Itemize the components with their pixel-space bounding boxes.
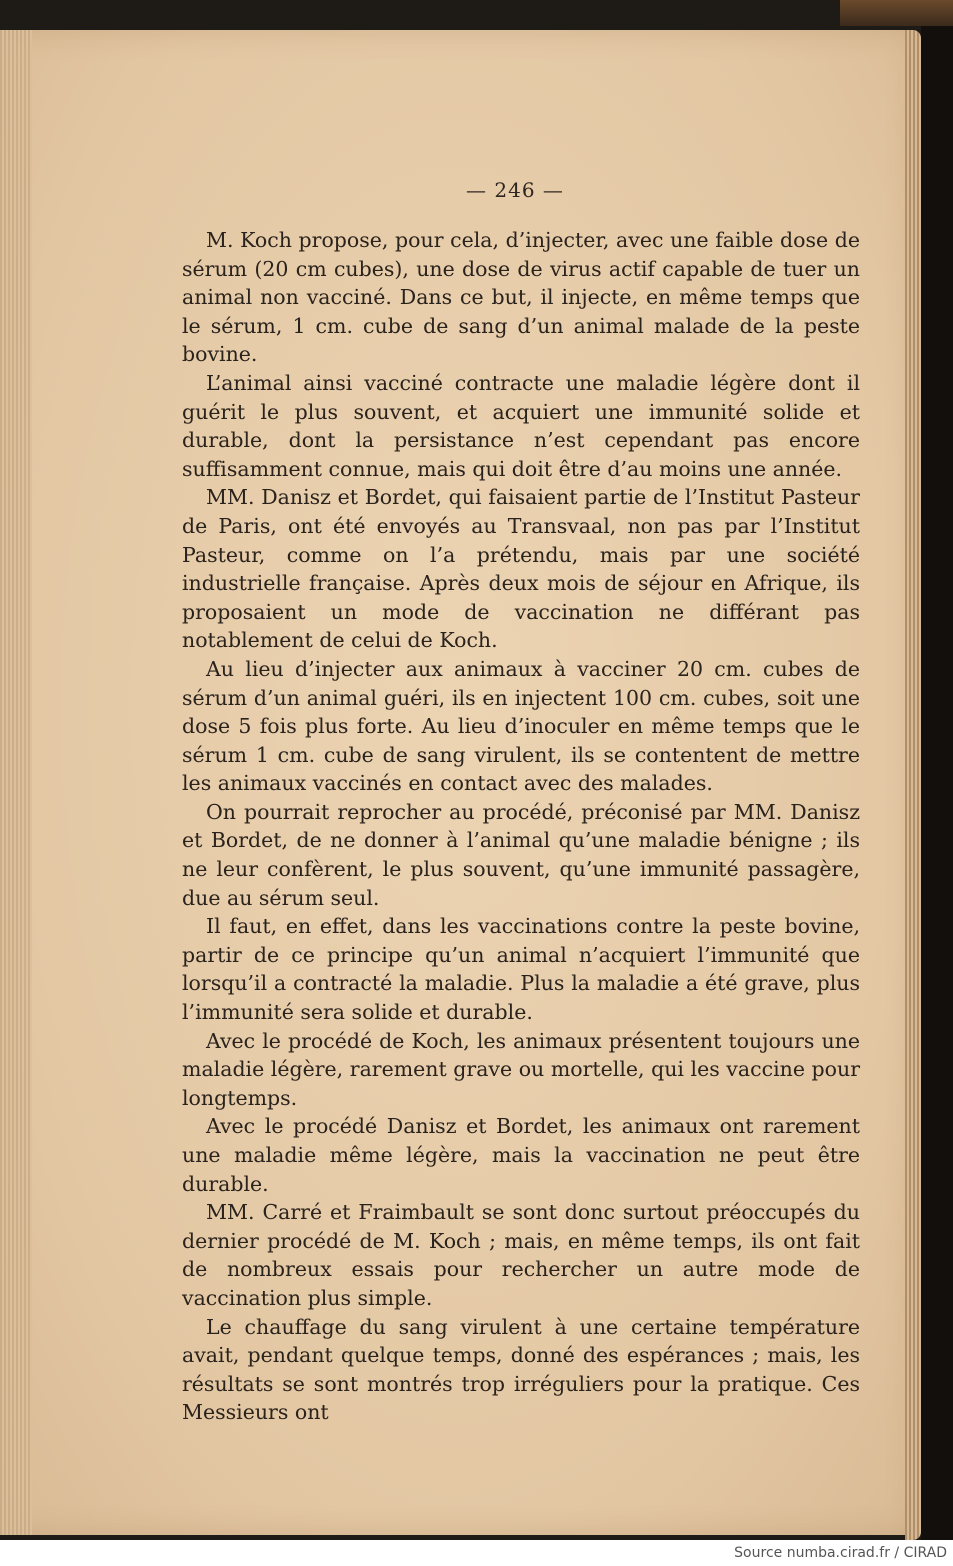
- paragraph: M. Koch propose, pour cela, d’injecter, avec une faible dose de sérum (20 cm cubes), une dose de virus actif capable de tuer un animal non vacciné. Dans ce but, il injecte, en même temps que le sérum, 1 cm. cube de sang d’un animal malade de la peste bovine.: [182, 228, 860, 367]
- paragraph: Au lieu d’injecter aux animaux à vacciner 20 cm. cubes de sérum d’un animal guéri, ils en injectent 100 cm. cubes, soit une dose 5 fois plus forte. Au lieu d’inoculer en même temps que le sérum 1 cm. cube de sang virulent, ils se contentent de mettre les animaux vaccinés en contact avec des malades.: [182, 656, 860, 796]
- paragraph: Il faut, en effet, dans les vaccinations contre la peste bovine, partir de ce principe qu’un animal n’acquiert l’immunité que lorsqu’il a contracté la maladie. Plus la maladie a été grave, plus l’immunité sera solide et durable.: [182, 914, 860, 1025]
- page-leaves-right: [905, 30, 921, 1540]
- source-credit: Source numba.cirad.fr / CIRAD: [734, 1545, 947, 1561]
- scan-margin-right: [921, 26, 953, 1540]
- book-edge: [840, 0, 953, 26]
- paragraph: Le chauffage du sang virulent à une certaine température avait, pendant quelque temps, donné des espérances ; mais, les résultats se sont montrés trop irréguliers pour la pratique. Ces Messieurs ont: [182, 1314, 860, 1425]
- paragraph: Avec le procédé Danisz et Bordet, les animaux ont rarement une maladie même légère, mais la vaccination ne peut être durable.: [182, 1114, 860, 1196]
- paragraph: MM. Danisz et Bordet, qui faisaient partie de l’Institut Pasteur de Paris, ont été envoyés au Transvaal, non pas par l’Institut Pasteur, comme on l’a prétendu, mais par une société industrielle française. Après deux mois de séjour en Afrique, ils proposaient un mode de vaccination ne différant pas notablement de celui de Koch.: [182, 485, 860, 653]
- page-leaves-left: [0, 30, 32, 1535]
- page-number: — 246 —: [466, 178, 564, 202]
- body-text: [182, 226, 860, 1427]
- paragraph: MM. Carré et Fraimbault se sont donc surtout préoccupés du dernier procédé de M. Koch ; mais, en même temps, ils ont fait de nombreux essais pour rechercher un autre mode de vaccination plus simple.: [182, 1200, 860, 1310]
- paragraph: L’animal ainsi vacciné contracte une maladie légère dont il guérit le plus souvent, et acquiert une immunité solide et durable, dont la persistance n’est cependant pas encore suffisamment connue, mais qui doit être d’au moins une année.: [182, 370, 860, 481]
- paragraph: Avec le procédé de Koch, les animaux présentent toujours une maladie légère, rarement grave ou mortelle, qui les vaccine pour longtemps.: [182, 1028, 860, 1110]
- paragraph: On pourrait reprocher au procédé, préconisé par MM. Danisz et Bordet, de ne donner à l’animal qu’une maladie bénigne ; ils ne leur confèrent, le plus souvent, qu’une immunité passagère, due au sérum seul.: [182, 799, 860, 910]
